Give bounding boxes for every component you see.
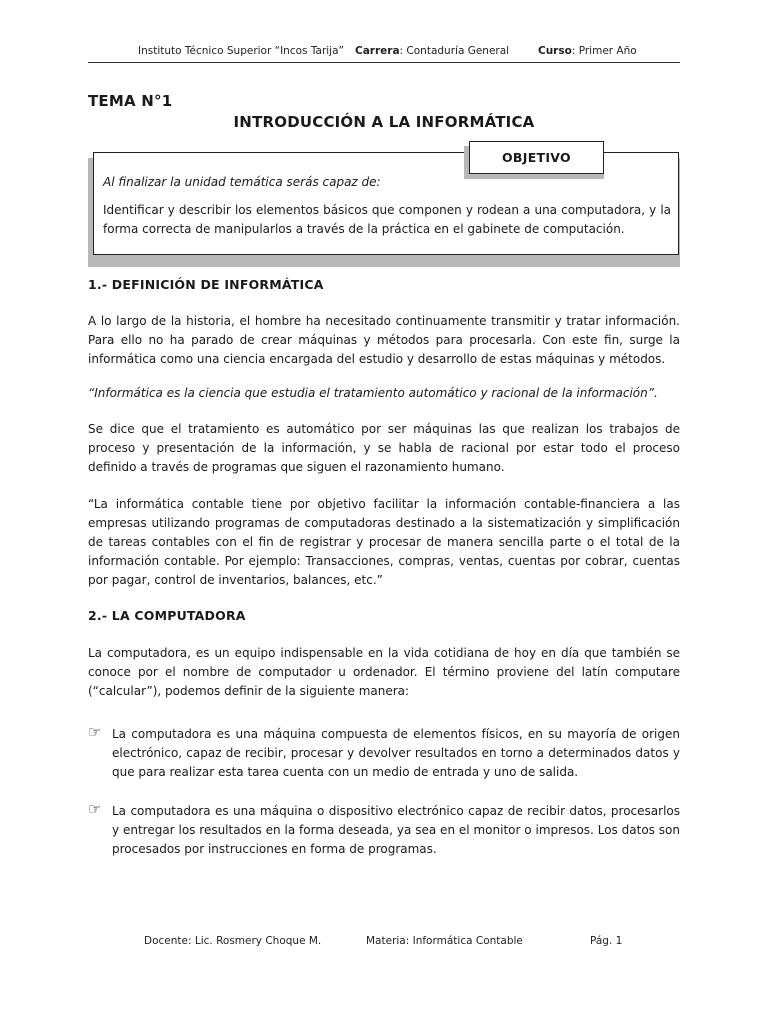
topic-number: TEMA N°1	[88, 92, 173, 110]
section-1-paragraph-3: Se dice que el tratamiento es automático por ser máquinas las que realizan los trabajos de proceso y presentación de la información, y se habla de racional por estar todo el proceso definido a través de programas que siguen el razonamiento humano.	[88, 422, 680, 474]
section-1-title: 1.- DEFINICIÓN DE INFORMÁTICA	[88, 277, 324, 292]
header-divider	[88, 62, 680, 63]
section-2-title: 2.- LA COMPUTADORA	[88, 608, 246, 623]
page-header	[88, 43, 680, 61]
header-career-value: : Contaduría General	[399, 45, 510, 57]
header-course-value: : Primer Año	[571, 45, 637, 57]
list-item-text: La computadora es una máquina compuesta de elementos físicos, en su mayoría de origen electrónico, capaz de recibir, procesar y devolver resultados en torno a determinados datos y que para realizar esta tarea cuenta con un medio de entrada y uno de salida.	[112, 727, 680, 779]
header-career	[355, 45, 509, 57]
pointing-hand-icon: ☞	[88, 800, 102, 818]
header-course	[538, 45, 637, 57]
objective-label: OBJETIVO	[469, 141, 604, 174]
section-1-paragraph-4: “La informática contable tiene por objetivo facilitar la información contable-financiera a las empresas utilizando programas de computadoras destinado a la sistematización y simplificación de tareas contables con el fin de registrar y procesar de manera sencilla parte o el total de la información contable. Por ejemplo: Transacciones, compras, ventas, cuentas por cobrar, cuentas por pagar, control de inventarios, balances, etc.”	[88, 497, 680, 587]
footer-subject: Materia: Informática Contable	[366, 935, 523, 947]
objective-text: Identificar y describir los elementos básicos que componen y rodean a una computadora, y la forma correcta de manipularlos a través de la práctica en el gabinete de computación.	[103, 203, 671, 236]
header-institution: Instituto Técnico Superior “Incos Tarija”	[138, 45, 344, 57]
footer-teacher: Docente: Lic. Rosmery Choque M.	[144, 935, 322, 947]
header-career-label: Carrera	[355, 45, 400, 57]
section-1-definition-quote: “Informática es la ciencia que estudia el tratamiento automático y racional de la información”.	[88, 386, 658, 400]
header-course-label: Curso	[538, 45, 572, 57]
list-item-text: La computadora es una máquina o dispositivo electrónico capaz de recibir datos, procesarlos y entregar los resultados en la forma deseada, ya sea en el monitor o impresos. Los datos son procesados por instrucciones en forma de programas.	[112, 804, 680, 856]
section-2-paragraph-1: La computadora, es un equipo indispensable en la vida cotidiana de hoy en día que también se conoce por el nombre de computador u ordenador. El término proviene del latín computare (“calcular”), podemos definir de la siguiente manera:	[88, 646, 680, 698]
section-1-paragraph-1: A lo largo de la historia, el hombre ha necesitado continuamente transmitir y tratar información. Para ello no ha parado de crear máquinas y métodos para procesarla. Con este fin, surge la informática como una ciencia encargada del estudio y desarrollo de estas máquinas y métodos.	[88, 314, 680, 366]
objective-intro: Al finalizar la unidad temática serás capaz de:	[103, 175, 381, 189]
pointing-hand-icon: ☞	[88, 723, 102, 741]
page-title: INTRODUCCIÓN A LA INFORMÁTICA	[233, 113, 535, 131]
footer-page-number: Pág. 1	[590, 935, 623, 947]
